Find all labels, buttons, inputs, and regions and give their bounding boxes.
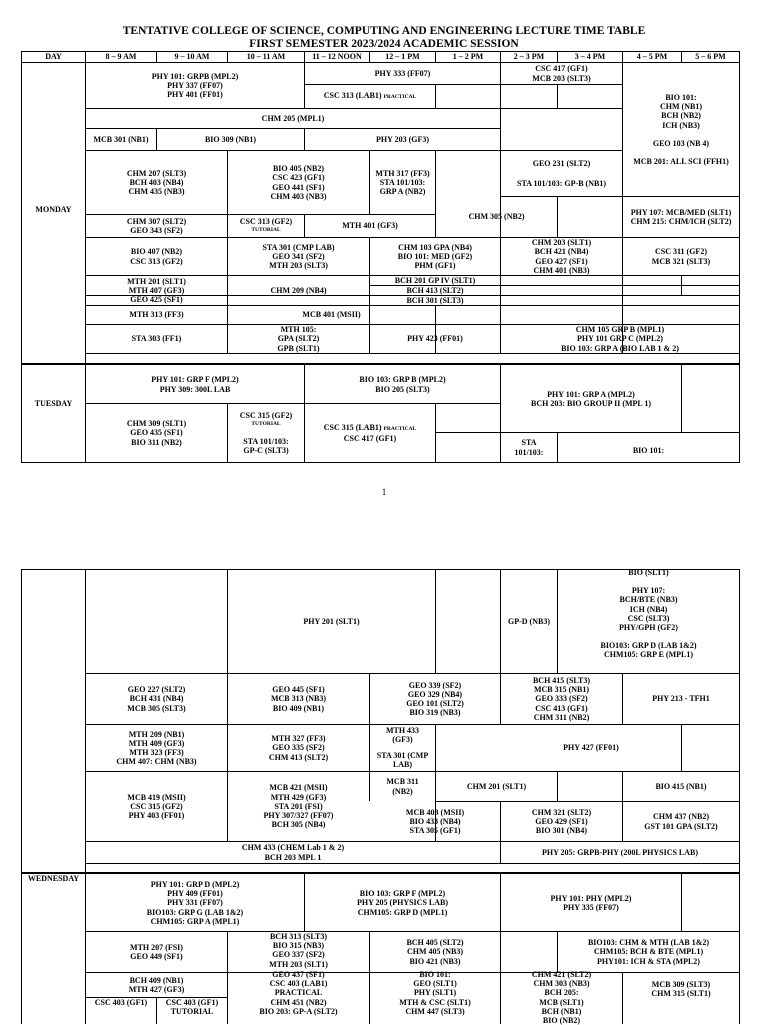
- cell-chm307: CHM 307 (SLT2) GEO 343 (SF2): [126, 216, 187, 235]
- cell-phy101-grpf: PHY 101: GRP F (MPL2) PHY 309: 300L LAB: [151, 375, 239, 394]
- header-slot: 12 – 1 PM: [385, 52, 420, 62]
- cell-bio101-column: BIO 101: CHM (NB1) BCH (NB2) ICH (NB3) GEO 103 (NB 4) MCB 201: ALL SCI (FFH1): [633, 92, 729, 166]
- cell-phy205: PHY 205: GRPB-PHY (200L PHYSICS LAB): [541, 847, 699, 857]
- cell-chm209: CHM 209 (NB4): [270, 285, 327, 295]
- cell-chm437: CHM 437 (NB2) GST 101 GPA (SLT2): [644, 812, 718, 831]
- cell-mcb301: MCB 301 (NB1): [93, 134, 149, 144]
- cell-mth433: MTH 433 (GF3) STA 301 (CMP LAB): [376, 726, 429, 769]
- cell-bch201: BCH 201 GP IV (SLT1): [394, 275, 476, 285]
- header-slot: 3 – 4 PM: [574, 52, 606, 62]
- cell-bch409: BCH 409 (NB1) MTH 427 (GF3): [128, 975, 185, 994]
- header-slot: 8 – 9 AM: [105, 52, 137, 62]
- cell-chm433: CHM 433 (CHEM Lab 1 & 2) BCH 203 MPL 1: [241, 843, 345, 862]
- cell-bch313: BCH 313 (SLT3) BIO 315 (NB3) GEO 337 (SF2) MTH 203 (SLT1): [269, 932, 328, 969]
- cell-geo339: GEO 339 (SF2) GEO 329 (NB4) GEO 101 (SLT2) BIO 319 (NB3): [406, 680, 464, 718]
- cell-bch405: BCH 405 (SLT2) CHM 405 (NB3) BIO 421 (NB3): [406, 938, 464, 966]
- cell-mcb419: MCB 419 (MSII) CSC 315 (GF2) PHY 403 (FF01): [127, 792, 186, 821]
- cell-phy333: PHY 333 (FF07): [374, 68, 431, 78]
- cell-bio415: BIO 415 (NB1): [655, 781, 707, 791]
- cell-mth207: MTH 207 (FSI) GEO 449 (SF1): [130, 942, 183, 961]
- cell-mth201: MTH 201 (SLT1) MTH 407 (GF3) GEO 425 (SF1): [127, 276, 186, 305]
- cell-chm105: CHM 105 GRP B (MPL1) PHY 101 GRP C (MPL2) BIO 103: GRP A (BIO LAB 1 & 2): [561, 325, 679, 353]
- cell-bio407: BIO 407 (NB2) CSC 313 (GF2): [130, 247, 183, 266]
- cell-csc403-tutorial: CSC 403 (GF1) TUTORIAL: [165, 998, 219, 1017]
- cell-phy101-grpa: PHY 101: GRP A (MPL2) BCH 203: BIO GROUP II (MPL 1): [530, 389, 651, 408]
- cell-phy427: PHY 427 (FF01): [563, 743, 619, 753]
- cell-csc315-gf2: CSC 315 (GF2) TUTORIAL STA 101/103: GP-C (SLT3): [239, 410, 293, 456]
- cell-chm205: CHM 205 (MPL1): [261, 113, 325, 123]
- page-number: 1: [381, 487, 387, 497]
- cell-phy101-phy: PHY 101: PHY (MPL2) PHY 335 (FF07): [550, 893, 632, 912]
- cell-mth327: MTH 327 (FF3) GEO 335 (SF2) CHM 413 (SLT2): [268, 734, 329, 762]
- cell-mth313: MTH 313 (FF3): [129, 310, 184, 320]
- cell-csc313-gf2: CSC 313 (GF2) TUTORIAL: [239, 216, 293, 233]
- timetable-subtitle: FIRST SEMESTER 2023/2024 ACADEMIC SESSION: [249, 38, 519, 50]
- day-label-wednesday: WEDNESDAY: [27, 874, 80, 884]
- header-slot: 5 – 6 PM: [695, 52, 726, 62]
- cell-bch415: BCH 415 (SLT3) MCB 315 (NB1) GEO 333 (SF2) CSC 413 (GF1) CHM 311 (NB2): [532, 675, 591, 722]
- cell-phy107-p2: BIO (SLT1) PHY 107: BCH/BTE (NB3) ICH (NB4) CSC (SLT3) PHY/GPH (GF2) BIO103: GRP D (LAB 1&2) CHM105: GRP E (MPL1): [600, 568, 697, 660]
- cell-phy423: PHY 423 (FF01): [407, 334, 463, 344]
- cell-csc417: CSC 417 (GF1) MCB 203 (SLT3): [532, 64, 591, 83]
- cell-mcb401: MCB 401 (MSII): [302, 310, 361, 320]
- day-label-monday: MONDAY: [35, 205, 72, 215]
- cell-csc311: CSC 311 (GF2) MCB 321 (SLT3): [651, 247, 711, 266]
- cell-geo445: GEO 445 (SF1) MCB 313 (NB3) BIO 409 (NB1): [270, 685, 327, 713]
- cell-sta303: STA 303 (FF1): [131, 334, 182, 344]
- cell-geo437: GEO 437 (SF1) CSC 403 (LAB1) PRACTICAL CHM 451 (NB2) BIO 203: GP-A (SLT2): [259, 970, 338, 1016]
- header-slot: 2 – 3 PM: [513, 52, 545, 62]
- cell-chm201: CHM 201 (SLT1): [466, 781, 527, 791]
- cell-mth317: MTH 317 (FF3) STA 101/103: GRP A (NB2): [375, 168, 430, 197]
- cell-chm321: CHM 321 (SLT2) GEO 429 (SF1) BIO 301 (NB4): [531, 807, 592, 836]
- cell-chm207: CHM 207 (SLT3) BCH 403 (NB4) CHM 435 (NB3): [126, 168, 187, 197]
- cell-mcb421: MCB 421 (MSII) MTH 429 (GF3) STA 201 (FSI) PHY 307/327 (FF07) BCH 305 (NB4): [263, 783, 334, 830]
- cell-bio101-end: BIO 101:: [632, 446, 665, 456]
- cell-bch413: BCH 413 (SLT2): [406, 285, 464, 295]
- cell-phy213: PHY 213 - TFH1: [652, 694, 710, 704]
- cell-geo227: GEO 227 (SLT2) BCH 431 (NB4) MCB 305 (SLT3): [127, 685, 186, 713]
- cell-mth209: MTH 209 (NB1) MTH 409 (GF3) MTH 323 (FF3) CHM 407: CHM (NB3): [116, 729, 197, 767]
- cell-mth105: MTH 105: GPA (SLT2) GPB (SLT1): [277, 325, 320, 353]
- header-slot: 11 – 12 NOON: [312, 52, 362, 62]
- header-slot: 4 – 5 PM: [636, 52, 668, 62]
- cell-chm305: CHM 305 (NB2): [468, 212, 525, 222]
- cell-chm103: CHM 103 GPA (NB4) BIO 101: MED (GF2) PHM (GF1): [397, 242, 473, 271]
- cell-bio101-geo: BIO 101: GEO (SLT1) PHY (SLT1) MTH & CSC (SLT1) CHM 447 (SLT3): [399, 970, 471, 1016]
- cell-phy107: PHY 107: MCB/MED (SLT1) CHM 215: CHM/ICH (SLT2): [630, 207, 732, 226]
- cell-mcb403: MCB 403 (MSII) BIO 433 (NB4) STA 305 (GF1): [405, 807, 465, 836]
- cell-mth401: MTH 401 (GF3): [342, 221, 398, 231]
- cell-mcb311: MCB 311 (NB2): [386, 777, 419, 796]
- cell-phy201: PHY 201 (SLT1): [303, 616, 360, 626]
- cell-bio103-grpf: BIO 103: GRP F (MPL2) PHY 205 (PHYSICS LAB) CHM105: GRP D (MPL1): [356, 889, 449, 917]
- day-label-tuesday: TUESDAY: [34, 399, 73, 409]
- cell-mcb309: MCB 309 (SLT3) CHM 315 (SLT1): [651, 979, 711, 998]
- cell-gpd: GP-D (NB3): [508, 616, 550, 626]
- cell-geo231: GEO 231 (SLT2) STA 101/103: GP-B (NB1): [517, 159, 606, 188]
- timetable-title: TENTATIVE COLLEGE OF SCIENCE, COMPUTING AND ENGINEERING LECTURE TIME TABLE: [122, 25, 646, 37]
- cell-sta301: STA 301 (CMP LAB) GEO 341 (SF2) MTH 203 (SLT3): [262, 242, 335, 271]
- cell-csc403-gf1: CSC 403 (GF1): [94, 998, 148, 1007]
- cell-sta101-end: STA 101/103:: [514, 438, 544, 457]
- cell-csc313-lab1: CSC 313 (LAB1) PRACTICAL: [323, 90, 417, 100]
- cell-bio309: BIO 309 (NB1): [204, 134, 257, 144]
- header-day: DAY: [45, 52, 62, 62]
- cell-chm309: CHM 309 (SLT1) GEO 435 (SF1) BIO 311 (NB2): [126, 419, 187, 447]
- cell-chm421: CHM 421 (SLT2) CHM 303 (NB3) BCH 205: MCB (SLT1) BCH (NB1) BIO (NB2): [531, 970, 592, 1025]
- cell-bio103-grpb: BIO 103: GRP B (MPL2) BIO 205 (SLT3): [359, 375, 446, 394]
- header-slot: 1 – 2 PM: [452, 52, 484, 62]
- cell-bio405: BIO 405 (NB2) CSC 423 (GF1) GEO 441 (SF1) CHM 403 (NB3): [270, 164, 327, 201]
- cell-csc315-lab1: CSC 315 (LAB1) PRACTICAL CSC 417 (GF1): [323, 422, 417, 443]
- cell-phy101-grpd: PHY 101: GRP D (MPL2) PHY 409 (FF01) PHY 331 (FF07) BIO103: GRP G (LAB 1&2) CHM105: GRP A (MPL1): [146, 879, 244, 926]
- header-slot: 9 – 10 AM: [174, 52, 210, 62]
- cell-bch301: BCH 301 (SLT3): [406, 295, 464, 305]
- cell-phy101-grpb: PHY 101: GRPB (MPL2) PHY 337 (FF07) PHY 401 (FF01): [151, 71, 239, 100]
- cell-bio103-chm: BIO103: CHM & MTH (LAB 1&2) CHM105: BCH & BTE (MPL1) PHY101: ICH & STA (MPL2): [587, 938, 710, 966]
- header-slot: 10 – 11 AM: [246, 52, 286, 62]
- cell-phy203: PHY 203 (GF3): [375, 134, 430, 144]
- cell-chm203: CHM 203 (SLT1) BCH 421 (NB4) GEO 427 (SF1) CHM 401 (NB3): [531, 238, 592, 275]
